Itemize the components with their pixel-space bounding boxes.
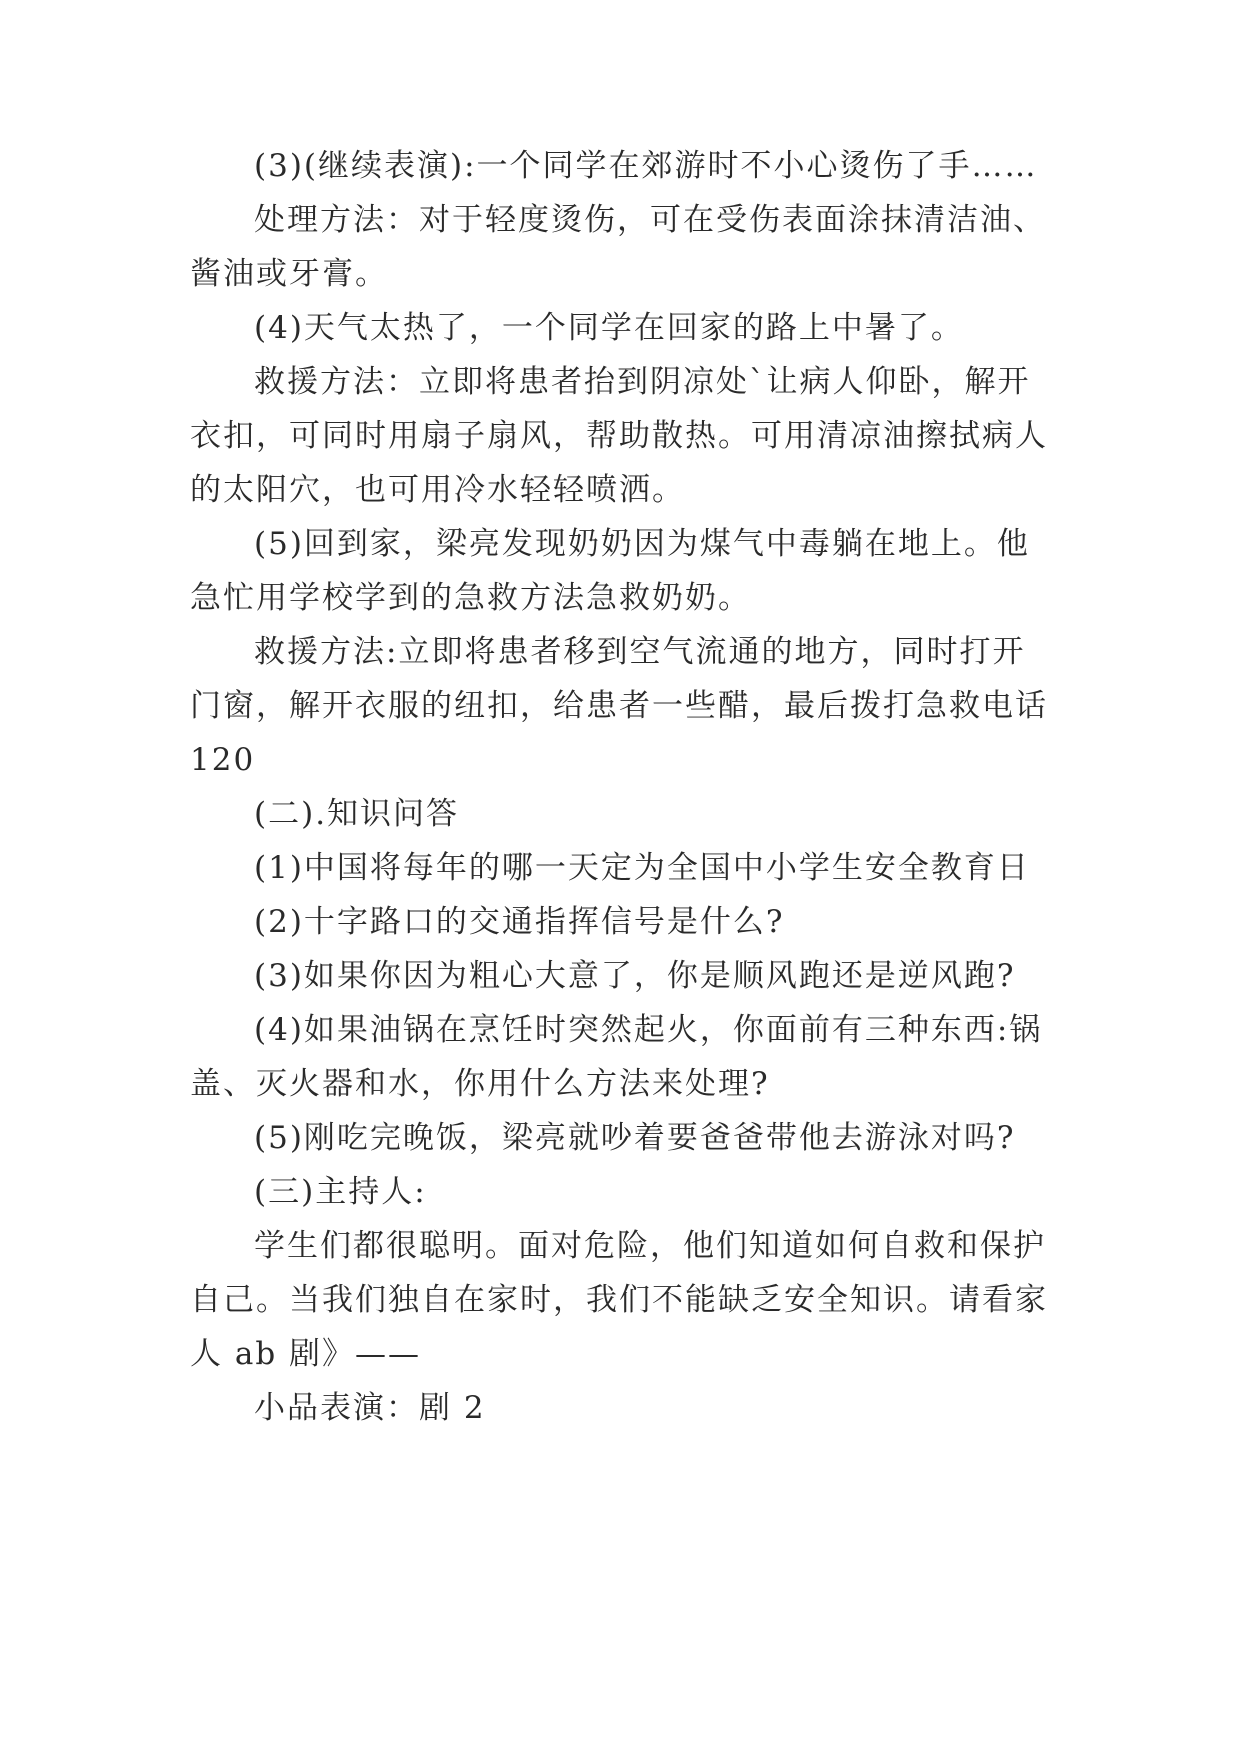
question-item: (2)十字路口的交通指挥信号是什么?	[254, 904, 785, 940]
paragraph-line: (5)回到家，梁亮发现奶奶因为煤气中毒躺在地上。他	[254, 526, 1030, 562]
paragraph-line: 门窗，解开衣服的纽扣，给患者一些醋，最后拨打急救电话	[190, 688, 1048, 724]
paragraph-line: 衣扣，可同时用扇子扇风，帮助散热。可用清凉油擦拭病人	[190, 418, 1048, 454]
paragraph-line: 自己。当我们独自在家时，我们不能缺乏安全知识。请看家	[190, 1282, 1048, 1318]
paragraph-line: 救援方法:立即将患者移到空气流通的地方，同时打开	[254, 634, 1026, 670]
paragraph-line: (4)天气太热了，一个同学在回家的路上中暑了。	[254, 310, 964, 346]
paragraph-line: 的太阳穴，也可用冷水轻轻喷洒。	[190, 472, 685, 508]
paragraph-line: 处理方法：对于轻度烫伤，可在受伤表面涂抹清洁油、	[254, 202, 1046, 238]
paragraph-line: (3)(继续表演):一个同学在郊游时不小心烫伤了手……	[254, 148, 1038, 184]
section-heading: (三)主持人:	[254, 1174, 427, 1210]
question-item: (1)中国将每年的哪一天定为全国中小学生安全教育日	[254, 850, 1030, 886]
section-heading: (二).知识问答	[254, 796, 460, 832]
paragraph-line: 盖、灭火器和水，你用什么方法来处理?	[190, 1066, 770, 1102]
paragraph-line: 救援方法：立即将患者抬到阴凉处`让病人仰卧，解开	[254, 364, 1031, 400]
paragraph-line: 急忙用学校学到的急救方法急救奶奶。	[190, 580, 751, 616]
paragraph-line: 学生们都很聪明。面对危险，他们知道如何自救和保护	[254, 1228, 1046, 1264]
paragraph-line: 120	[190, 742, 256, 778]
question-item: (3)如果你因为粗心大意了，你是顺风跑还是逆风跑?	[254, 958, 1016, 994]
paragraph-line: 酱油或牙膏。	[190, 256, 388, 292]
question-item: (4)如果油锅在烹饪时突然起火，你面前有三种东西:锅	[254, 1012, 1043, 1048]
paragraph-line: 人 ab 剧》——	[190, 1336, 422, 1372]
paragraph-line: 小品表演：剧 2	[254, 1390, 486, 1426]
question-item: (5)刚吃完晚饭，梁亮就吵着要爸爸带他去游泳对吗?	[254, 1120, 1016, 1156]
